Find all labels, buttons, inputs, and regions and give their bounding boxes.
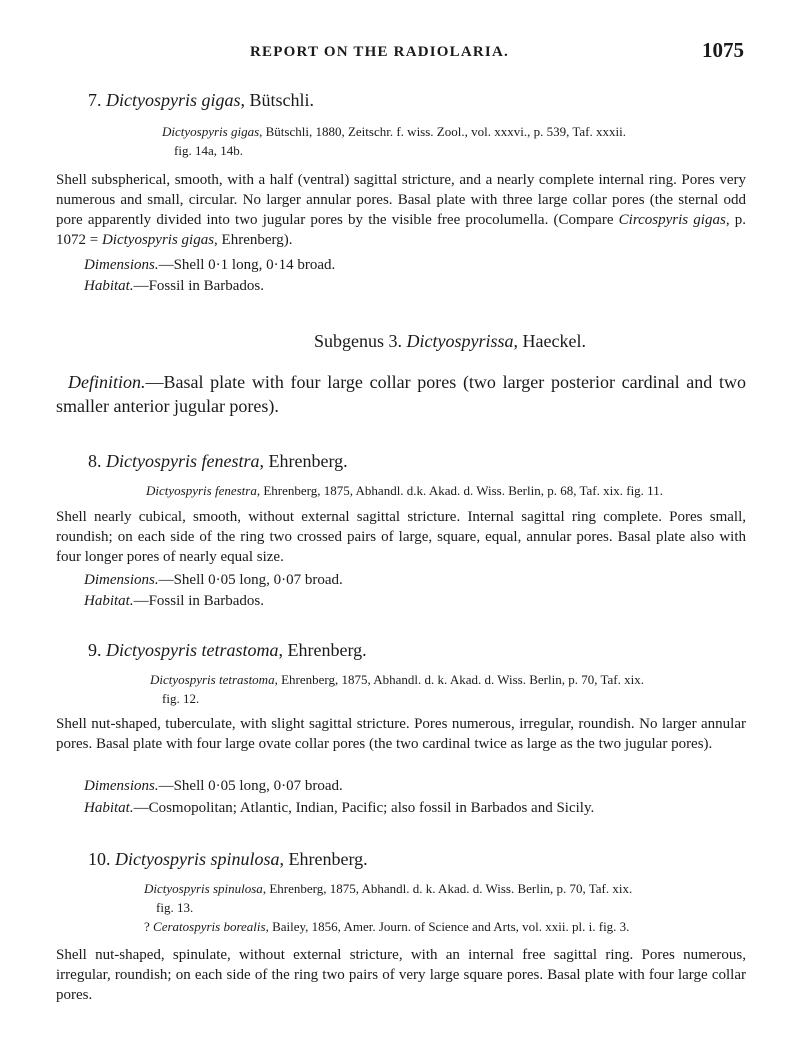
species-10 xyxy=(56,847,746,871)
habitat-label: Habitat. xyxy=(84,278,134,294)
dimensions-label: Dimensions. xyxy=(84,257,159,273)
reference-continuation: fig. 14a, 14b. xyxy=(174,143,243,158)
subgenus-label: Subgenus 3. xyxy=(314,331,407,351)
reference-continuation: fig. 13. xyxy=(156,900,194,915)
definition-label: Definition. xyxy=(68,372,146,392)
dimensions-label: Dimensions. xyxy=(84,572,159,588)
species-7-dimensions xyxy=(56,255,774,275)
reference-name: Ceratospyris borealis xyxy=(153,919,266,934)
description-text: Shell subspherical, smooth, with a half (ventral) sagittal stricture, and a nearly complete internal ring. Pores very numerous and small, circular. No larger annular pores. Basal plate with three large collar pores (the sternal odd pore apparently divided into two jugular pores by the visible free procolumella. (Compare xyxy=(56,172,746,228)
species-number: 7. xyxy=(88,90,102,110)
species-title xyxy=(56,449,746,473)
species-author: , Ehrenberg. xyxy=(278,640,367,660)
species-number: 8. xyxy=(88,451,102,471)
habitat-label: Habitat. xyxy=(84,800,134,816)
species-7-references xyxy=(56,122,746,160)
dimensions-value: —Shell 0·05 long, 0·07 broad. xyxy=(158,572,343,588)
species-9-habitat xyxy=(56,798,774,818)
running-head: REPORT ON THE RADIOLARIA. xyxy=(250,44,509,60)
species-10-description xyxy=(56,945,746,1005)
habitat-value: —Fossil in Barbados. xyxy=(133,593,265,609)
reference-continuation: fig. 12. xyxy=(162,691,200,706)
dimensions-value: —Shell 0·05 long, 0·07 broad. xyxy=(158,778,343,794)
description-text: , p. 1072 = xyxy=(56,212,746,248)
reference-name: Dictyospyris fenestra xyxy=(146,483,257,498)
dimensions-label: Dimensions. xyxy=(84,778,159,794)
description-italic: Circospyris gigas xyxy=(618,212,726,228)
definition xyxy=(56,370,746,418)
definition-text: —Basal plate with four large collar pores (two larger posterior cardinal and two smaller anterior jugular pores). xyxy=(56,372,746,416)
species-9-dimensions xyxy=(56,776,774,796)
species-8-references xyxy=(56,481,746,500)
species-name: Dictyospyris gigas xyxy=(106,90,241,110)
reference-text: , Ehrenberg, 1875, Abhandl. d.k. Akad. d. Wiss. Berlin, p. 68, Taf. xix. fig. 11. xyxy=(256,483,663,498)
species-9 xyxy=(56,638,746,662)
species-number: 10. xyxy=(88,849,111,869)
species-name: Dictyospyris spinulosa xyxy=(115,849,280,869)
species-8-description xyxy=(56,507,746,567)
reference-name: Dictyospyris tetrastoma xyxy=(150,672,275,687)
reference-text: , Ehrenberg, 1875, Abhandl. d. k. Akad. d. Wiss. Berlin, p. 70, Taf. xix. xyxy=(274,672,644,687)
reference xyxy=(56,122,746,160)
species-9-references xyxy=(56,670,746,708)
description-text: Shell nut-shaped, tuberculate, with slight sagittal stricture. Pores numerous, irregular, roundish. No larger annular pores. Basal plate with four large ovate collar pores (the two cardinal twice as large as the two jugular pores). xyxy=(56,716,746,752)
page-header xyxy=(0,40,800,70)
habitat-value: —Fossil in Barbados. xyxy=(133,278,265,294)
species-8 xyxy=(56,449,746,473)
species-8-dimensions xyxy=(56,570,774,590)
species-7-habitat xyxy=(56,276,774,296)
species-title xyxy=(56,88,746,112)
species-title xyxy=(56,847,746,871)
description-italic: Dictyospyris gigas xyxy=(101,232,215,248)
page-number: 1075 xyxy=(702,38,744,62)
subgenus-author: , Haeckel. xyxy=(513,331,586,351)
reference-text: , Bailey, 1856, Amer. Journ. of Science and Arts, vol. xxii. pl. i. fig. 3. xyxy=(265,919,630,934)
species-7 xyxy=(56,88,746,112)
reference-name: Dictyospyris spinulosa xyxy=(144,881,263,896)
description-text: , Ehrenberg). xyxy=(214,232,293,248)
species-name: Dictyospyris fenestra xyxy=(106,451,260,471)
species-9-description xyxy=(56,714,746,754)
reference-text: , Bütschli, 1880, Zeitschr. f. wiss. Zool., vol. xxxvi., p. 539, Taf. xxxii. xyxy=(259,124,626,139)
habitat-value: —Cosmopolitan; Atlantic, Indian, Pacific; also fossil in Barbados and Sicily. xyxy=(133,800,595,816)
description-text: Shell nut-shaped, spinulate, without external stricture, with an internal free sagittal ring. Pores numerous, irregular, roundish; on each side of the ring two pairs of very large square pores. Basal plate with four large collar pores. xyxy=(56,947,746,1003)
species-title xyxy=(56,638,746,662)
dimensions-value: —Shell 0·1 long, 0·14 broad. xyxy=(158,257,336,273)
reference xyxy=(56,481,746,500)
reference-prefix: ? xyxy=(144,919,154,934)
reference xyxy=(56,879,746,917)
species-7-description xyxy=(56,170,746,250)
reference-text: , Ehrenberg, 1875, Abhandl. d. k. Akad. d. Wiss. Berlin, p. 70, Taf. xix. xyxy=(262,881,633,896)
species-number: 9. xyxy=(88,640,102,660)
habitat-label: Habitat. xyxy=(84,593,134,609)
reference xyxy=(56,917,746,936)
species-10-references xyxy=(56,879,746,936)
description-text: Shell nearly cubical, smooth, without external sagittal stricture. Internal sagittal ring complete. Pores small, roundish; on each side of the ring two crossed pairs of large, square, equal, annular pores. Basal plate also with four longer pores of nearly equal size. xyxy=(56,509,746,565)
species-author: , Ehrenberg. xyxy=(259,451,348,471)
reference xyxy=(56,670,746,708)
subgenus-name: Dictyospyrissa xyxy=(406,331,514,351)
reference-name: Dictyospyris gigas xyxy=(162,124,260,139)
species-8-habitat xyxy=(56,591,774,611)
species-author: , Ehrenberg. xyxy=(279,849,368,869)
species-author: , Bütschli. xyxy=(240,90,315,110)
species-name: Dictyospyris tetrastoma xyxy=(106,640,279,660)
subgenus-heading xyxy=(56,329,800,353)
